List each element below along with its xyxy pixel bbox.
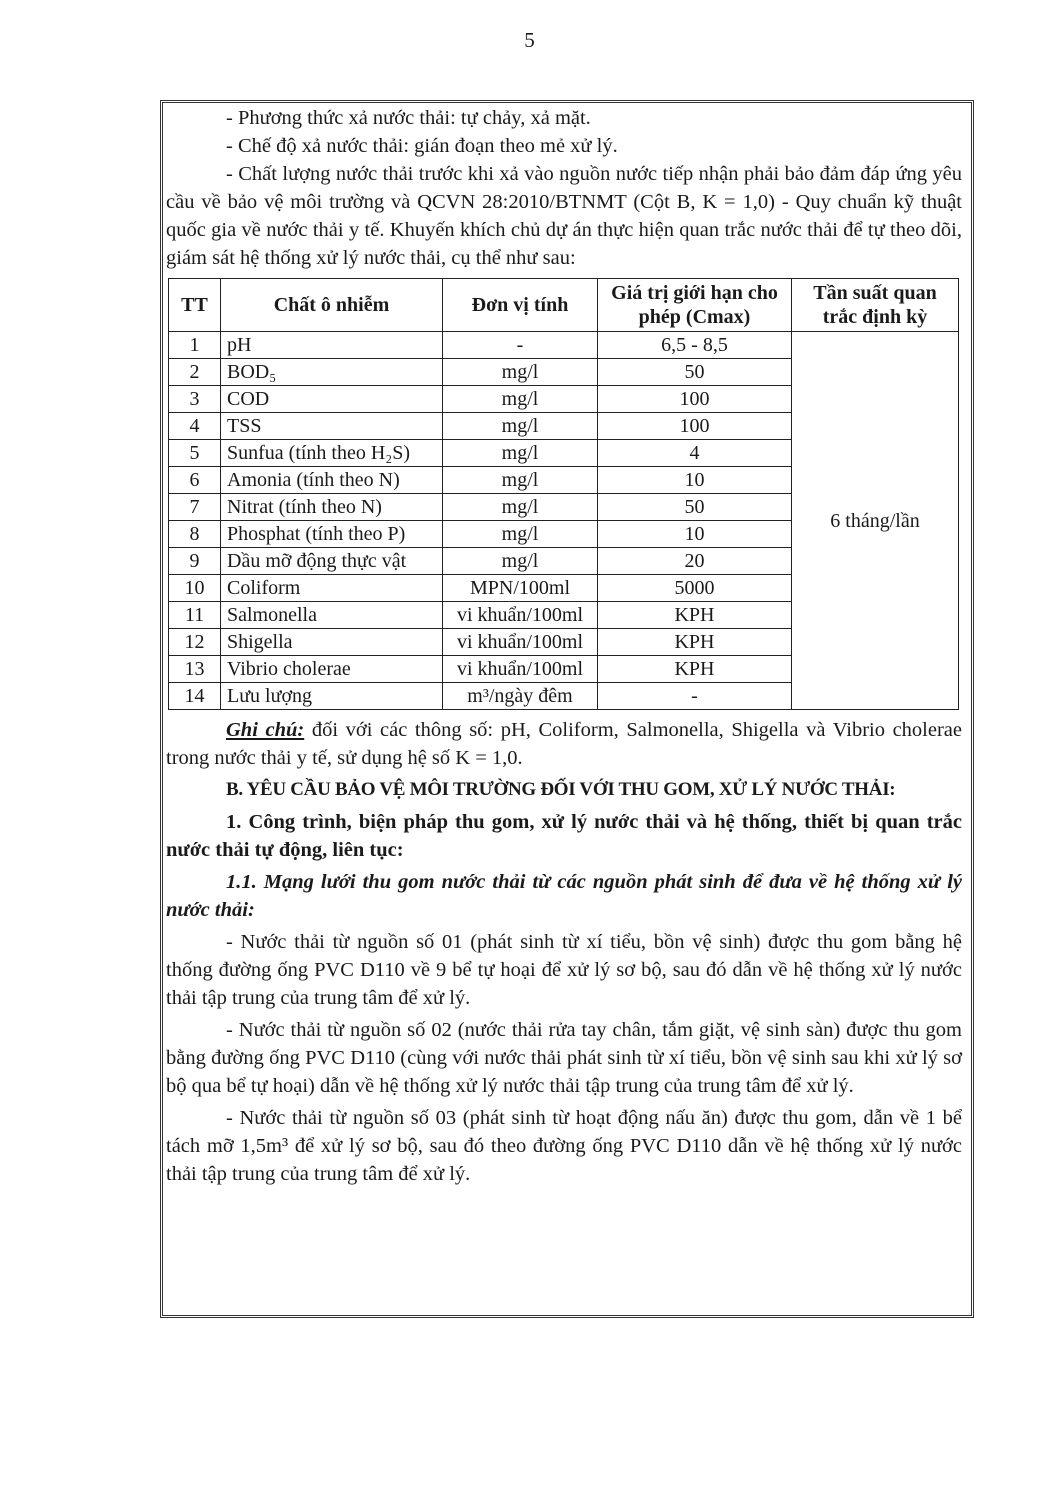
row-limit: - [598,683,792,710]
row-limit: 100 [598,413,792,440]
row-tt: 13 [169,656,221,683]
row-limit: 20 [598,548,792,575]
frequency-cell: 6 tháng/lần [792,332,959,710]
row-unit: mg/l [443,494,598,521]
row-unit: mg/l [443,413,598,440]
row-pollutant: COD [221,386,443,413]
row-pollutant: Dầu mỡ động thực vật [221,548,443,575]
row-tt: 12 [169,629,221,656]
header-frequency: Tần suất quan trắc định kỳ [792,279,959,332]
row-limit: KPH [598,656,792,683]
row-pollutant: pH [221,332,443,359]
wastewater-source-02: - Nước thải từ nguồn số 02 (nước thải rửa tay chân, tắm giặt, vệ sinh sàn) được thu gom bằng đường ống PVC D110 (cùng với nước thải phát sinh từ xí tiểu, bồn vệ sinh sau khi xử lý sơ bộ qua bể tự hoại) dẫn về hệ thống xử lý nước thải tập trung của trung tâm để xử lý. [166,1019,962,1097]
row-pollutant: Amonia (tính theo N) [221,467,443,494]
table-note [166,716,962,772]
row-tt: 11 [169,602,221,629]
note-label: Ghi chú: [226,719,305,741]
row-unit: mg/l [443,548,598,575]
row-tt: 3 [169,386,221,413]
row-unit: vi khuẩn/100ml [443,629,598,656]
wastewater-source-03: - Nước thải từ nguồn số 03 (phát sinh từ hoạt động nấu ăn) được thu gom, dẫn về 1 bể tách mỡ 1,5m³ để xử lý sơ bộ, sau đó theo đường ống PVC D110 dẫn về hệ thống xử lý nước thải tập trung của trung tâm để xử lý. [166,1107,962,1185]
row-pollutant: Phosphat (tính theo P) [221,521,443,548]
row-limit: 50 [598,494,792,521]
row-limit: 50 [598,359,792,386]
row-pollutant: Lưu lượng [221,683,443,710]
document-body [166,104,962,1188]
row-pollutant: BOD₅ [221,359,443,386]
pollutant-limits-table [168,278,959,710]
row-pollutant: TSS [221,413,443,440]
row-pollutant: Vibrio cholerae [221,656,443,683]
row-unit: m³/ngày đêm [443,683,598,710]
row-limit: 4 [598,440,792,467]
discharge-mode: - Chế độ xả nước thải: gián đoạn theo mẻ xử lý. [226,135,618,157]
header-limit: Giá trị giới hạn cho phép (Cmax) [598,279,792,332]
row-unit: mg/l [443,359,598,386]
section-item-1: 1. Công trình, biện pháp thu gom, xử lý nước thải và hệ thống, thiết bị quan trắc nước thải tự động, liên tục: [166,811,962,861]
row-pollutant: Nitrat (tính theo N) [221,494,443,521]
page-number: 5 [524,28,535,52]
row-limit: 10 [598,467,792,494]
row-pollutant: Sunfua (tính theo H₂S) [221,440,443,467]
row-pollutant: Salmonella [221,602,443,629]
row-tt: 1 [169,332,221,359]
section-b-heading: B. YÊU CẦU BẢO VỆ MÔI TRƯỜNG ĐỐI VỚI THU GOM, XỬ LÝ NƯỚC THẢI: [226,779,896,800]
row-unit: mg/l [443,440,598,467]
note-text: đối với các thông số: pH, Coliform, Salmonella, Shigella và Vibrio cholerae trong nước thải y tế, sử dụng hệ số K = 1,0. [166,719,962,769]
row-limit: KPH [598,602,792,629]
wastewater-source-01: - Nước thải từ nguồn số 01 (phát sinh từ xí tiểu, bồn vệ sinh) được thu gom bằng hệ thống đường ống PVC D110 về 9 bể tự hoại để xử lý sơ bộ, sau đó dẫn về hệ thống xử lý nước thải tập trung của trung tâm để xử lý. [166,931,962,1009]
row-tt: 14 [169,683,221,710]
row-limit: 5000 [598,575,792,602]
row-limit: 6,5 - 8,5 [598,332,792,359]
section-item-1-1: 1.1. Mạng lưới thu gom nước thải từ các nguồn phát sinh để đưa về hệ thống xử lý nước thải: [166,871,962,921]
row-limit: 100 [598,386,792,413]
table-row [169,332,959,359]
row-tt: 4 [169,413,221,440]
row-tt: 9 [169,548,221,575]
row-unit: - [443,332,598,359]
header-tt: TT [169,279,221,332]
row-tt: 7 [169,494,221,521]
row-tt: 5 [169,440,221,467]
table-header-row [169,279,959,332]
row-tt: 10 [169,575,221,602]
row-unit: mg/l [443,386,598,413]
row-tt: 8 [169,521,221,548]
discharge-method: - Phương thức xả nước thải: tự chảy, xả mặt. [226,107,591,129]
row-unit: MPN/100ml [443,575,598,602]
row-unit: mg/l [443,521,598,548]
header-pollutant: Chất ô nhiễm [221,279,443,332]
row-limit: 10 [598,521,792,548]
row-unit: mg/l [443,467,598,494]
quality-paragraph: - Chất lượng nước thải trước khi xả vào nguồn nước tiếp nhận phải bảo đảm đáp ứng yêu cầu về bảo vệ môi trường và QCVN 28:2010/BTNMT (Cột B, K = 1,0) - Quy chuẩn kỹ thuật quốc gia về nước thải y tế. Khuyến khích chủ dự án thực hiện quan trắc nước thải để tự theo dõi, giám sát hệ thống xử lý nước thải, cụ thể như sau: [166,163,962,269]
row-limit: KPH [598,629,792,656]
row-pollutant: Coliform [221,575,443,602]
row-tt: 2 [169,359,221,386]
header-unit: Đơn vị tính [443,279,598,332]
row-unit: vi khuẩn/100ml [443,656,598,683]
row-tt: 6 [169,467,221,494]
row-unit: vi khuẩn/100ml [443,602,598,629]
row-pollutant: Shigella [221,629,443,656]
